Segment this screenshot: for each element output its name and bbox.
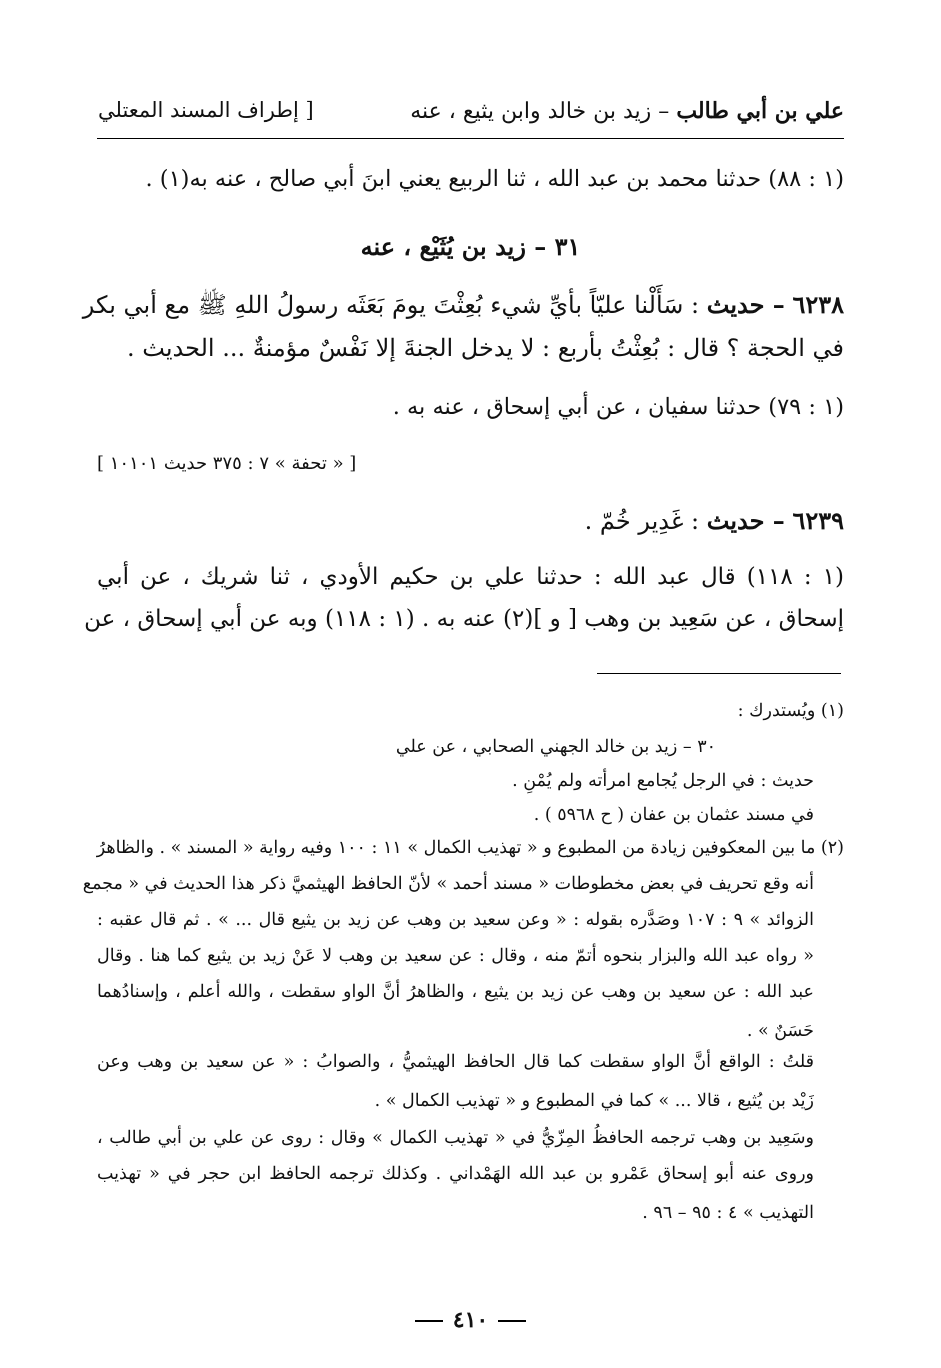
footnote-2-line: « رواه عبد الله والبزار بنحوه أتمّ منه ، وقال : عن سعيد بن وهب لا عَنْ زيد بن يثيع كما هنا . وقال: [97, 946, 814, 966]
dash-left: [415, 1320, 443, 1322]
header-book-section: علي بن أبي طالب: [676, 98, 844, 124]
hadith-number: ٦٢٣٨: [792, 290, 844, 319]
hadith-6239-line-1: (١ : ١١٨) قال عبد الله : حدثنا علي بن حكيم الأودي ، ثنا شريك ، عن أبي: [97, 564, 845, 590]
section-title: ٣١ – زيد بن يُثَيْع ، عنه: [360, 232, 581, 261]
hadith-label: – حديث: [706, 506, 785, 535]
page-number: [0, 1307, 941, 1333]
footnote-rule: [597, 673, 841, 674]
footnote-2-line: الزوائد » ٩ : ١٠٧ وصَدَّره بقوله : « وعن سعيد بن وهب عن زيد بن يثيع قال ... » . ثم قال عقبه :: [97, 910, 814, 930]
tuhfa-reference: [ « تحفة » ٧ : ٣٧٥ حديث ١٠١٠١ ]: [97, 453, 357, 474]
footnote-1-line-a: ٣٠ – زيد بن خالد الجهني الصحابي ، عن علي: [395, 737, 716, 757]
header-rule: [97, 138, 844, 139]
narration-line-88: (١ : ٨٨) حدثنا محمد بن عبد الله ، ثنا الربيع يعني ابنَ أبي صالح ، عنه به(١) .: [145, 166, 844, 192]
hadith-text: : غَدِير خُمّ .: [584, 507, 700, 535]
hadith-6238-line-1: [82, 290, 844, 325]
hadith-number: ٦٢٣٩: [792, 506, 844, 535]
dash-right: [498, 1320, 526, 1322]
hadith-6238-source: (١ : ٧٩) حدثنا سفيان ، عن أبي إسحاق ، عنه به .: [392, 394, 844, 420]
hadith-label: – حديث: [706, 290, 785, 319]
footnote-2-para3-line: وسَعِيد بن وهب ترجمه الحافظُ المِزّيُّ في « تهذيب الكمال » وقال : روى عن علي بن أبي طالب ،: [97, 1128, 814, 1148]
hadith-6239-title: [585, 506, 844, 535]
footnote-2-line: حَسَنٌ » .: [746, 1021, 814, 1041]
running-header-right: [410, 98, 844, 124]
footnote-1-line-b: حديث : في الرجل يُجامع امرأته ولم يُمْنِ .: [512, 771, 814, 791]
hadith-text: : سَأَلْنا عليّاً بأيِّ شيء بُعِثْتَ يومَ بَعَثَه رسولُ اللهِ ﷺ مع أبي بكر: [82, 291, 700, 319]
footnote-2-line: (٢) ما بين المعكوفين زيادة من المطبوع و « تهذيب الكمال » ١١ : ١٠٠ وفيه رواية « المسند » . والظاهرُ: [96, 838, 844, 858]
footnote-1-head: (١) ويُستدرك :: [737, 701, 844, 721]
footnote-2-para3-line: وروى عنه أبو إسحاق عَمْرو بن عبد الله الهَمْداني . وكذلك ترجمه الحافظ ابن حجر في « تهذيب: [97, 1164, 814, 1184]
footnote-1-line-c: في مسند عثمان بن عفان ( ح ٥٩٦٨ ) .: [533, 805, 814, 825]
footnote-2-line: عبد الله : عن سعيد بن وهب عن زيد بن يثيع ، والظاهرُ أنَّ الواو سقطت ، والله أعلم ، وإسنادُهما: [97, 982, 814, 1002]
footnote-2-para2-line: زَيْد بن يُثيع ، قالا ... » كما في المطبوع و « تهذيب الكمال » .: [374, 1091, 814, 1111]
footnote-2-para3-line: التهذيب » ٤ : ٩٥ – ٩٦ .: [642, 1203, 814, 1223]
footnote-2-line: أنه وقع تحريف في بعض مخطوطات « مسند أحمد » لأنّ الحافظ الهيثميَّ ذكر هذا الحديث في « مجمع: [82, 874, 814, 894]
page-number-value: ٤١٠: [452, 1307, 489, 1333]
hadith-6238-line-2: في الحجة ؟ قال : بُعِثْتُ بأربع : لا يدخل الجنةَ إلا نَفْسٌ مؤمنةٌ ... الحديث .: [127, 334, 844, 362]
footnote-2-para2-line: قلتُ : الواقع أنَّ الواو سقطت كما قال الحافظ الهيثميُّ ، والصوابُ : « عن سعيد بن وهب وعن: [97, 1052, 814, 1072]
header-narrators: – زيد بن خالد وابن يثيع ، عنه: [410, 99, 670, 124]
hadith-6239-line-2: إسحاق ، عن سَعِيد بن وهب [ و ](٢) عنه به . (١ : ١١٨) وبه عن أبي إسحاق ، عن: [84, 606, 844, 632]
header-book-title: [ إطراف المسند المعتلي: [98, 98, 314, 122]
